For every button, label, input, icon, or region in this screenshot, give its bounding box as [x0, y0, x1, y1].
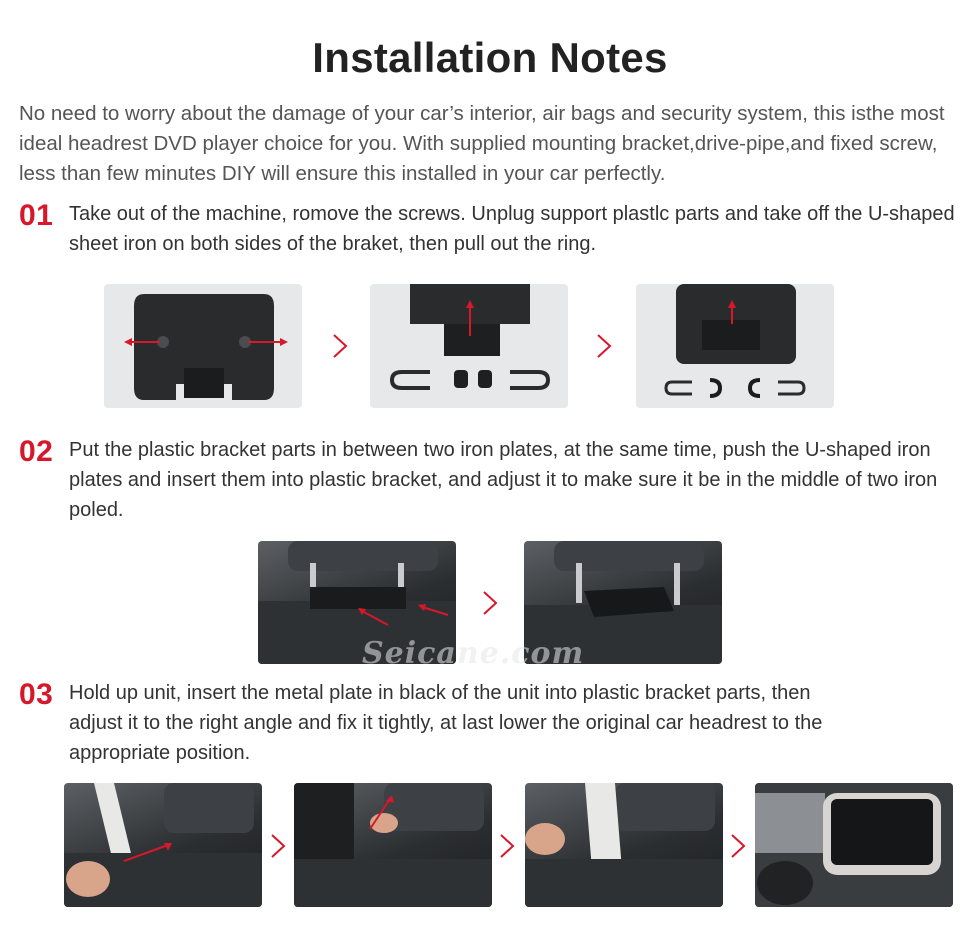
step-2-number: 02 — [19, 435, 54, 468]
intro-paragraph: No need to worry about the damage of your car’s interior, air bags and security system, this isthe most ideal headrest DVD player choice for you. With supplied mounting bracket,drive-pipe,and fixed screw, less than few minutes DIY will ensure this installed in your car perfectly. — [19, 102, 945, 185]
step-1-image-pull-ring — [636, 284, 834, 408]
step-3-image-adjust-angle — [525, 783, 723, 907]
step-1-number: 01 — [19, 199, 54, 232]
chevron-right-icon — [593, 331, 615, 361]
step-3-number: 03 — [19, 678, 54, 711]
chevron-right-icon — [479, 588, 501, 618]
page-title: Installation Notes — [312, 34, 668, 81]
seicane-watermark: Seicane.com — [362, 636, 585, 671]
step-3-image-insert-plate — [294, 783, 492, 907]
chevron-right-icon — [727, 831, 749, 861]
chevron-right-icon — [496, 831, 518, 861]
step-2-text: Put the plastic bracket parts in between two iron plates, at the same time, push the U-shaped iron plates and insert them into plastic bracket, and adjust it to make sure it be in the middle of two iron poled. — [69, 439, 938, 521]
chevron-right-icon — [267, 831, 289, 861]
step-1-image-remove-screws — [104, 284, 302, 408]
step-3-image-hold-unit — [64, 783, 262, 907]
step-1-image-bracket-parts — [370, 284, 568, 408]
chevron-right-icon — [329, 331, 351, 361]
step-1-text: Take out of the machine, romove the screws. Unplug support plastlc parts and take off the U-shaped sheet iron on both sides of the braket, then pull out the ring. — [69, 203, 955, 255]
step-3-text: Hold up unit, insert the metal plate in black of the unit into plastic bracket parts, then adjust it to the right angle and fix it tightly, at last lower the original car headrest to the appropriate position. — [69, 682, 823, 764]
step-3-image-installed-monitor — [755, 783, 953, 907]
